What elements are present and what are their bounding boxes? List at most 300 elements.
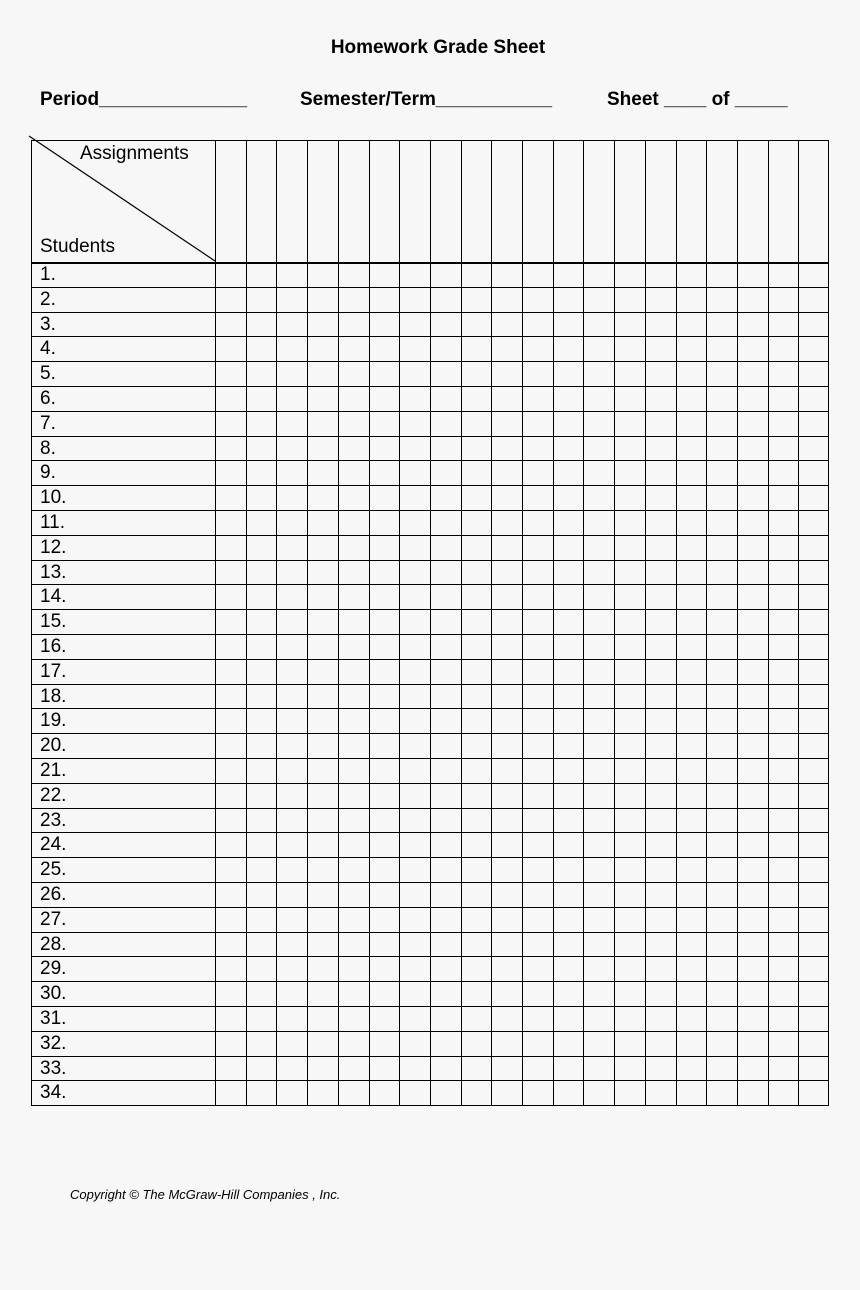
- grade-cell[interactable]: [645, 1031, 676, 1056]
- grade-cell[interactable]: [645, 584, 676, 609]
- grade-cell[interactable]: [614, 981, 645, 1006]
- grade-cell[interactable]: [338, 832, 369, 857]
- grade-cell[interactable]: [737, 336, 768, 361]
- grade-cell[interactable]: [706, 981, 737, 1006]
- grade-cell[interactable]: [276, 808, 307, 833]
- grade-cell[interactable]: [215, 1006, 246, 1031]
- grade-cell[interactable]: [369, 361, 400, 386]
- grade-cell[interactable]: [768, 1031, 799, 1056]
- grade-cell[interactable]: [215, 932, 246, 957]
- grade-cell[interactable]: [522, 758, 553, 783]
- grade-cell[interactable]: [768, 684, 799, 709]
- grade-cell[interactable]: [461, 956, 492, 981]
- grade-cell[interactable]: [522, 659, 553, 684]
- grade-cell[interactable]: [369, 287, 400, 312]
- grade-cell[interactable]: [583, 758, 614, 783]
- grade-cell[interactable]: [215, 981, 246, 1006]
- grade-cell[interactable]: [369, 659, 400, 684]
- grade-cell[interactable]: [399, 584, 430, 609]
- grade-cell[interactable]: [798, 1056, 829, 1081]
- grade-cell[interactable]: [583, 485, 614, 510]
- grade-cell[interactable]: [553, 733, 584, 758]
- grade-cell[interactable]: [491, 758, 522, 783]
- grade-cell[interactable]: [614, 956, 645, 981]
- grade-cell[interactable]: [768, 1080, 799, 1105]
- grade-cell[interactable]: [491, 981, 522, 1006]
- grade-cell[interactable]: [215, 882, 246, 907]
- grade-cell[interactable]: [276, 287, 307, 312]
- grade-cell[interactable]: [676, 832, 707, 857]
- grade-cell[interactable]: [246, 411, 277, 436]
- grade-cell[interactable]: [369, 882, 400, 907]
- grade-cell[interactable]: [737, 312, 768, 337]
- grade-cell[interactable]: [798, 907, 829, 932]
- grade-cell[interactable]: [768, 460, 799, 485]
- grade-cell[interactable]: [553, 336, 584, 361]
- grade-cell[interactable]: [215, 584, 246, 609]
- grade-cell[interactable]: [369, 1031, 400, 1056]
- grade-cell[interactable]: [706, 733, 737, 758]
- grade-cell[interactable]: [614, 361, 645, 386]
- grade-cell[interactable]: [645, 262, 676, 287]
- grade-cell[interactable]: [491, 436, 522, 461]
- grade-cell[interactable]: [399, 733, 430, 758]
- grade-cell[interactable]: [369, 436, 400, 461]
- grade-cell[interactable]: [307, 361, 338, 386]
- grade-cell[interactable]: [491, 287, 522, 312]
- grade-cell[interactable]: [461, 262, 492, 287]
- grade-cell[interactable]: [737, 1080, 768, 1105]
- grade-cell[interactable]: [338, 981, 369, 1006]
- grade-cell[interactable]: [522, 857, 553, 882]
- grade-cell[interactable]: [614, 907, 645, 932]
- grade-cell[interactable]: [215, 560, 246, 585]
- grade-cell[interactable]: [399, 386, 430, 411]
- grade-cell[interactable]: [768, 287, 799, 312]
- grade-cell[interactable]: [430, 1080, 461, 1105]
- grade-cell[interactable]: [737, 560, 768, 585]
- grade-cell[interactable]: [798, 361, 829, 386]
- grade-cell[interactable]: [399, 708, 430, 733]
- grade-cell[interactable]: [276, 510, 307, 535]
- grade-cell[interactable]: [737, 361, 768, 386]
- grade-cell[interactable]: [737, 436, 768, 461]
- grade-cell[interactable]: [645, 460, 676, 485]
- grade-cell[interactable]: [768, 386, 799, 411]
- grade-cell[interactable]: [583, 1006, 614, 1031]
- grade-cell[interactable]: [768, 560, 799, 585]
- grade-cell[interactable]: [737, 535, 768, 560]
- grade-cell[interactable]: [522, 609, 553, 634]
- grade-cell[interactable]: [215, 832, 246, 857]
- grade-cell[interactable]: [676, 312, 707, 337]
- grade-cell[interactable]: [798, 411, 829, 436]
- grade-cell[interactable]: [215, 510, 246, 535]
- grade-cell[interactable]: [430, 485, 461, 510]
- grade-cell[interactable]: [645, 659, 676, 684]
- grade-cell[interactable]: [645, 634, 676, 659]
- grade-cell[interactable]: [276, 336, 307, 361]
- grade-cell[interactable]: [399, 857, 430, 882]
- grade-cell[interactable]: [768, 733, 799, 758]
- grade-cell[interactable]: [276, 386, 307, 411]
- grade-cell[interactable]: [491, 535, 522, 560]
- grade-cell[interactable]: [430, 932, 461, 957]
- grade-cell[interactable]: [614, 287, 645, 312]
- grade-cell[interactable]: [338, 436, 369, 461]
- grade-cell[interactable]: [461, 312, 492, 337]
- grade-cell[interactable]: [491, 361, 522, 386]
- grade-cell[interactable]: [798, 287, 829, 312]
- grade-cell[interactable]: [399, 460, 430, 485]
- grade-cell[interactable]: [276, 733, 307, 758]
- grade-cell[interactable]: [491, 262, 522, 287]
- grade-cell[interactable]: [737, 510, 768, 535]
- grade-cell[interactable]: [645, 361, 676, 386]
- grade-cell[interactable]: [706, 609, 737, 634]
- grade-cell[interactable]: [645, 882, 676, 907]
- grade-cell[interactable]: [768, 262, 799, 287]
- grade-cell[interactable]: [461, 287, 492, 312]
- grade-cell[interactable]: [430, 411, 461, 436]
- grade-cell[interactable]: [676, 361, 707, 386]
- grade-cell[interactable]: [215, 956, 246, 981]
- grade-cell[interactable]: [430, 907, 461, 932]
- grade-cell[interactable]: [583, 857, 614, 882]
- grade-cell[interactable]: [737, 832, 768, 857]
- grade-cell[interactable]: [369, 485, 400, 510]
- grade-cell[interactable]: [522, 808, 553, 833]
- grade-cell[interactable]: [798, 956, 829, 981]
- grade-cell[interactable]: [215, 733, 246, 758]
- grade-cell[interactable]: [491, 708, 522, 733]
- grade-cell[interactable]: [215, 609, 246, 634]
- grade-cell[interactable]: [583, 386, 614, 411]
- grade-cell[interactable]: [491, 584, 522, 609]
- grade-cell[interactable]: [676, 287, 707, 312]
- grade-cell[interactable]: [215, 262, 246, 287]
- grade-cell[interactable]: [614, 758, 645, 783]
- grade-cell[interactable]: [614, 684, 645, 709]
- grade-cell[interactable]: [522, 684, 553, 709]
- grade-cell[interactable]: [614, 411, 645, 436]
- grade-cell[interactable]: [553, 684, 584, 709]
- grade-cell[interactable]: [676, 336, 707, 361]
- grade-cell[interactable]: [706, 832, 737, 857]
- grade-cell[interactable]: [307, 436, 338, 461]
- grade-cell[interactable]: [553, 560, 584, 585]
- grade-cell[interactable]: [215, 535, 246, 560]
- grade-cell[interactable]: [399, 361, 430, 386]
- grade-cell[interactable]: [645, 932, 676, 957]
- grade-cell[interactable]: [614, 659, 645, 684]
- grade-cell[interactable]: [737, 882, 768, 907]
- grade-cell[interactable]: [768, 485, 799, 510]
- grade-cell[interactable]: [676, 535, 707, 560]
- grade-cell[interactable]: [430, 1056, 461, 1081]
- grade-cell[interactable]: [491, 1080, 522, 1105]
- grade-cell[interactable]: [737, 907, 768, 932]
- grade-cell[interactable]: [215, 634, 246, 659]
- grade-cell[interactable]: [491, 808, 522, 833]
- grade-cell[interactable]: [430, 956, 461, 981]
- grade-cell[interactable]: [369, 832, 400, 857]
- grade-cell[interactable]: [338, 857, 369, 882]
- grade-cell[interactable]: [645, 708, 676, 733]
- grade-cell[interactable]: [276, 832, 307, 857]
- grade-cell[interactable]: [614, 460, 645, 485]
- grade-cell[interactable]: [307, 932, 338, 957]
- grade-cell[interactable]: [522, 634, 553, 659]
- period-field[interactable]: Period______________: [40, 89, 248, 110]
- grade-cell[interactable]: [491, 783, 522, 808]
- grade-cell[interactable]: [614, 1080, 645, 1105]
- grade-cell[interactable]: [399, 436, 430, 461]
- grade-cell[interactable]: [676, 1031, 707, 1056]
- grade-cell[interactable]: [737, 287, 768, 312]
- grade-cell[interactable]: [491, 510, 522, 535]
- grade-cell[interactable]: [399, 758, 430, 783]
- grade-cell[interactable]: [399, 609, 430, 634]
- grade-cell[interactable]: [338, 634, 369, 659]
- grade-cell[interactable]: [553, 609, 584, 634]
- grade-cell[interactable]: [614, 932, 645, 957]
- grade-cell[interactable]: [246, 758, 277, 783]
- grade-cell[interactable]: [399, 262, 430, 287]
- grade-cell[interactable]: [676, 1080, 707, 1105]
- grade-cell[interactable]: [399, 485, 430, 510]
- grade-cell[interactable]: [553, 956, 584, 981]
- grade-cell[interactable]: [461, 560, 492, 585]
- grade-cell[interactable]: [461, 609, 492, 634]
- grade-cell[interactable]: [737, 981, 768, 1006]
- grade-cell[interactable]: [491, 460, 522, 485]
- grade-cell[interactable]: [276, 684, 307, 709]
- grade-cell[interactable]: [399, 832, 430, 857]
- grade-cell[interactable]: [215, 287, 246, 312]
- grade-cell[interactable]: [768, 981, 799, 1006]
- grade-cell[interactable]: [307, 386, 338, 411]
- grade-cell[interactable]: [430, 560, 461, 585]
- grade-cell[interactable]: [706, 287, 737, 312]
- grade-cell[interactable]: [798, 535, 829, 560]
- grade-cell[interactable]: [583, 361, 614, 386]
- grade-cell[interactable]: [276, 783, 307, 808]
- grade-cell[interactable]: [737, 1031, 768, 1056]
- grade-cell[interactable]: [430, 708, 461, 733]
- grade-cell[interactable]: [583, 981, 614, 1006]
- grade-cell[interactable]: [338, 684, 369, 709]
- grade-cell[interactable]: [276, 659, 307, 684]
- grade-cell[interactable]: [737, 1056, 768, 1081]
- grade-cell[interactable]: [614, 808, 645, 833]
- grade-cell[interactable]: [553, 857, 584, 882]
- grade-cell[interactable]: [737, 733, 768, 758]
- grade-cell[interactable]: [338, 386, 369, 411]
- grade-cell[interactable]: [583, 411, 614, 436]
- grade-cell[interactable]: [399, 560, 430, 585]
- grade-cell[interactable]: [768, 584, 799, 609]
- grade-cell[interactable]: [737, 708, 768, 733]
- grade-cell[interactable]: [614, 535, 645, 560]
- grade-cell[interactable]: [307, 460, 338, 485]
- grade-cell[interactable]: [461, 336, 492, 361]
- grade-cell[interactable]: [583, 312, 614, 337]
- grade-cell[interactable]: [676, 1006, 707, 1031]
- grade-cell[interactable]: [676, 783, 707, 808]
- grade-cell[interactable]: [430, 733, 461, 758]
- grade-cell[interactable]: [676, 262, 707, 287]
- grade-cell[interactable]: [246, 832, 277, 857]
- grade-cell[interactable]: [522, 436, 553, 461]
- grade-cell[interactable]: [369, 386, 400, 411]
- grade-cell[interactable]: [645, 1080, 676, 1105]
- grade-cell[interactable]: [430, 684, 461, 709]
- grade-cell[interactable]: [768, 808, 799, 833]
- grade-cell[interactable]: [430, 808, 461, 833]
- grade-cell[interactable]: [737, 808, 768, 833]
- grade-cell[interactable]: [614, 336, 645, 361]
- grade-cell[interactable]: [553, 1080, 584, 1105]
- grade-cell[interactable]: [246, 460, 277, 485]
- grade-cell[interactable]: [246, 634, 277, 659]
- grade-cell[interactable]: [798, 485, 829, 510]
- grade-cell[interactable]: [798, 981, 829, 1006]
- grade-cell[interactable]: [768, 312, 799, 337]
- grade-cell[interactable]: [461, 659, 492, 684]
- grade-cell[interactable]: [430, 535, 461, 560]
- grade-cell[interactable]: [491, 882, 522, 907]
- grade-cell[interactable]: [706, 783, 737, 808]
- grade-cell[interactable]: [461, 460, 492, 485]
- grade-cell[interactable]: [338, 907, 369, 932]
- grade-cell[interactable]: [706, 460, 737, 485]
- grade-cell[interactable]: [246, 907, 277, 932]
- grade-cell[interactable]: [645, 684, 676, 709]
- grade-cell[interactable]: [645, 832, 676, 857]
- grade-cell[interactable]: [706, 1031, 737, 1056]
- grade-cell[interactable]: [798, 634, 829, 659]
- grade-cell[interactable]: [215, 1056, 246, 1081]
- grade-cell[interactable]: [307, 659, 338, 684]
- grade-cell[interactable]: [276, 609, 307, 634]
- grade-cell[interactable]: [553, 808, 584, 833]
- grade-cell[interactable]: [430, 312, 461, 337]
- grade-cell[interactable]: [553, 882, 584, 907]
- grade-cell[interactable]: [553, 510, 584, 535]
- grade-cell[interactable]: [461, 1080, 492, 1105]
- grade-cell[interactable]: [583, 659, 614, 684]
- grade-cell[interactable]: [522, 411, 553, 436]
- grade-cell[interactable]: [338, 1056, 369, 1081]
- grade-cell[interactable]: [276, 560, 307, 585]
- grade-cell[interactable]: [399, 907, 430, 932]
- grade-cell[interactable]: [246, 535, 277, 560]
- grade-cell[interactable]: [430, 1031, 461, 1056]
- grade-cell[interactable]: [307, 733, 338, 758]
- grade-cell[interactable]: [768, 336, 799, 361]
- grade-cell[interactable]: [522, 981, 553, 1006]
- grade-cell[interactable]: [798, 659, 829, 684]
- grade-cell[interactable]: [276, 708, 307, 733]
- grade-cell[interactable]: [461, 882, 492, 907]
- grade-cell[interactable]: [553, 485, 584, 510]
- grade-cell[interactable]: [461, 708, 492, 733]
- grade-cell[interactable]: [338, 733, 369, 758]
- grade-cell[interactable]: [645, 758, 676, 783]
- grade-cell[interactable]: [768, 609, 799, 634]
- grade-cell[interactable]: [798, 460, 829, 485]
- grade-cell[interactable]: [768, 1056, 799, 1081]
- grade-cell[interactable]: [645, 733, 676, 758]
- grade-cell[interactable]: [614, 262, 645, 287]
- grade-cell[interactable]: [553, 411, 584, 436]
- grade-cell[interactable]: [614, 882, 645, 907]
- grade-cell[interactable]: [276, 1056, 307, 1081]
- grade-cell[interactable]: [645, 436, 676, 461]
- grade-cell[interactable]: [338, 882, 369, 907]
- grade-cell[interactable]: [338, 535, 369, 560]
- grade-cell[interactable]: [276, 956, 307, 981]
- grade-cell[interactable]: [307, 857, 338, 882]
- grade-cell[interactable]: [461, 535, 492, 560]
- grade-cell[interactable]: [461, 510, 492, 535]
- grade-cell[interactable]: [491, 560, 522, 585]
- grade-cell[interactable]: [215, 460, 246, 485]
- grade-cell[interactable]: [399, 783, 430, 808]
- grade-cell[interactable]: [399, 1056, 430, 1081]
- grade-cell[interactable]: [768, 956, 799, 981]
- grade-cell[interactable]: [798, 1031, 829, 1056]
- grade-cell[interactable]: [737, 460, 768, 485]
- grade-cell[interactable]: [430, 336, 461, 361]
- grade-cell[interactable]: [246, 783, 277, 808]
- grade-cell[interactable]: [307, 634, 338, 659]
- grade-cell[interactable]: [645, 907, 676, 932]
- grade-cell[interactable]: [768, 510, 799, 535]
- grade-cell[interactable]: [768, 659, 799, 684]
- grade-cell[interactable]: [307, 1080, 338, 1105]
- grade-cell[interactable]: [369, 312, 400, 337]
- grade-cell[interactable]: [276, 535, 307, 560]
- grade-cell[interactable]: [246, 708, 277, 733]
- grade-cell[interactable]: [461, 485, 492, 510]
- grade-cell[interactable]: [276, 411, 307, 436]
- grade-cell[interactable]: [307, 411, 338, 436]
- grade-cell[interactable]: [338, 336, 369, 361]
- grade-cell[interactable]: [645, 535, 676, 560]
- grade-cell[interactable]: [491, 857, 522, 882]
- grade-cell[interactable]: [737, 1006, 768, 1031]
- grade-cell[interactable]: [491, 1056, 522, 1081]
- grade-cell[interactable]: [338, 808, 369, 833]
- grade-cell[interactable]: [583, 560, 614, 585]
- grade-cell[interactable]: [276, 485, 307, 510]
- grade-cell[interactable]: [706, 485, 737, 510]
- grade-cell[interactable]: [706, 312, 737, 337]
- grade-cell[interactable]: [676, 460, 707, 485]
- grade-cell[interactable]: [553, 708, 584, 733]
- grade-cell[interactable]: [614, 733, 645, 758]
- grade-cell[interactable]: [706, 336, 737, 361]
- grade-cell[interactable]: [645, 411, 676, 436]
- grade-cell[interactable]: [215, 907, 246, 932]
- grade-cell[interactable]: [338, 1031, 369, 1056]
- grade-cell[interactable]: [276, 436, 307, 461]
- grade-cell[interactable]: [246, 485, 277, 510]
- grade-cell[interactable]: [645, 808, 676, 833]
- grade-cell[interactable]: [522, 907, 553, 932]
